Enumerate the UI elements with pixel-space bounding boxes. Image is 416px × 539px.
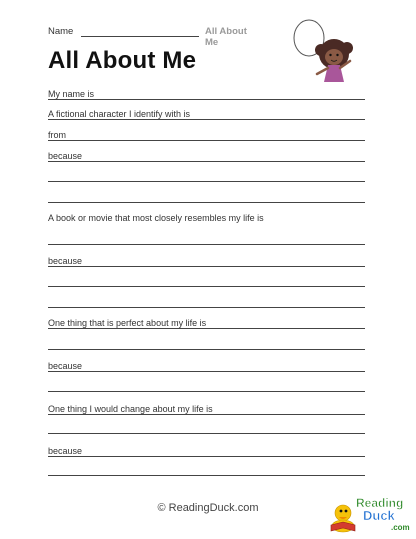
change-field[interactable]	[48, 404, 365, 418]
blank-line[interactable]	[48, 286, 365, 287]
perfect-line	[48, 328, 365, 329]
book-label: A book or movie that most closely resembles my life is	[48, 213, 264, 223]
name-row	[48, 26, 258, 48]
because-line-4	[48, 456, 365, 457]
because-field-4[interactable]	[48, 446, 365, 460]
because-label-3: because	[48, 361, 83, 371]
from-line	[48, 140, 365, 141]
because-label-1: because	[48, 151, 83, 161]
blank-line[interactable]	[48, 349, 365, 350]
because-line-2	[48, 266, 365, 267]
because-label-4: because	[48, 446, 83, 456]
book-field	[48, 213, 365, 227]
because-line-1	[48, 161, 365, 162]
because-field-3[interactable]	[48, 361, 365, 375]
from-label: from	[48, 130, 66, 140]
because-field-1[interactable]	[48, 151, 365, 165]
girl-speech-bubble-illustration	[291, 16, 367, 84]
because-label-2: because	[48, 256, 83, 266]
logo-word-com: .com	[391, 523, 410, 532]
character-label: A fictional character I identify with is	[48, 109, 191, 119]
header-subtitle: All About Me	[205, 26, 247, 48]
blank-line[interactable]	[48, 181, 365, 182]
my-name-field[interactable]	[48, 89, 365, 103]
from-field[interactable]	[48, 130, 365, 144]
blank-line[interactable]	[48, 433, 365, 434]
character-line	[48, 119, 365, 120]
perfect-field[interactable]	[48, 318, 365, 332]
because-field-2[interactable]	[48, 256, 365, 270]
name-line[interactable]	[81, 36, 199, 37]
name-label: Name	[48, 26, 74, 37]
reading-duck-logo	[327, 491, 413, 533]
logo-word-duck: Duck	[363, 508, 395, 523]
my-name-line	[48, 99, 365, 100]
blank-line[interactable]	[48, 202, 365, 203]
blank-line[interactable]	[48, 475, 365, 476]
character-field[interactable]	[48, 109, 365, 123]
change-line	[48, 414, 365, 415]
my-name-label: My name is	[48, 89, 95, 99]
blank-line[interactable]	[48, 307, 365, 308]
change-label: One thing I would change about my life is	[48, 404, 213, 414]
because-line-3	[48, 371, 365, 372]
page-title: All About Me	[48, 47, 197, 74]
footer-copyright: © ReadingDuck.com	[157, 502, 259, 514]
blank-line[interactable]	[48, 244, 365, 245]
perfect-label: One thing that is perfect about my life is	[48, 318, 207, 328]
blank-line[interactable]	[48, 391, 365, 392]
logo-word-reading: Reading	[356, 496, 404, 510]
